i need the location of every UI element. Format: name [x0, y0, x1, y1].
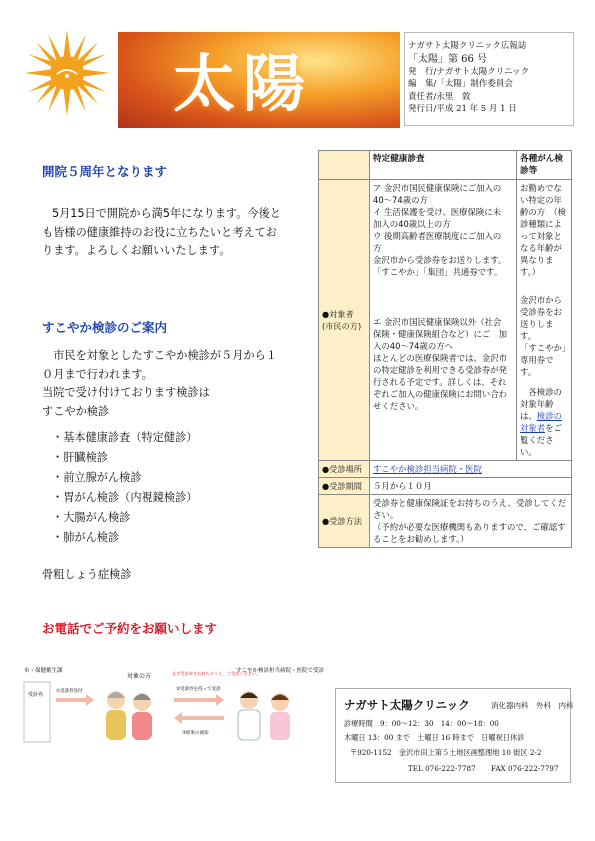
anniversary-heading: 開院５周年となります: [42, 164, 168, 179]
cancer-item: お勤めでない特定の年齢の方 （検診種類によって対象となる年齢が異なります。）: [520, 183, 567, 277]
arrow-icon: [174, 712, 224, 724]
cancer-item: 「すこやか」専用券です。: [520, 343, 567, 377]
masthead-line: 編 集/「太陽」制作委員会: [408, 79, 513, 89]
list-item: ・肝臓検診: [52, 451, 108, 464]
checkup-flow-illustration: [24, 662, 325, 748]
table-cell: [370, 461, 572, 478]
table-header-row: [319, 151, 572, 180]
masthead: [408, 40, 568, 116]
osteoporosis-checkup: 骨粗しょう症検診: [42, 568, 132, 581]
masthead-line: 発行日/平成 21 年 5 月 1 日: [408, 104, 517, 114]
table-row: [319, 461, 572, 478]
list-item: ・前立腺がん検診: [52, 471, 142, 484]
checkup-intro-line: 当院で受け付けております検診は: [42, 386, 210, 399]
arrow-icon: [174, 694, 224, 706]
hospital-link[interactable]: すこやか検診担当病院・医院: [373, 464, 482, 474]
target-item: 「すこやか」「集団」共通券です。: [373, 267, 503, 277]
clinic-fax: FAX 076-222-7797: [491, 764, 559, 773]
sun-logo: [24, 30, 110, 116]
masthead-line: 発 行/ナガサト太陽クリニック: [408, 66, 530, 77]
clinic-departments: 消化器内科 外科 内科: [491, 701, 574, 710]
list-item: ・胃がん検診（内視鏡検診）: [52, 491, 198, 504]
list-item: ・基本健康診査（特定健診）: [52, 431, 198, 444]
target-age-link[interactable]: 検診の対象者: [520, 411, 562, 433]
step2-label: ②受診券を持って受診: [176, 687, 221, 692]
column-header: 各種がん検診等: [517, 151, 572, 180]
city-office-box: [24, 682, 50, 742]
table-row: [319, 478, 572, 495]
column-header: 特定健康診査: [370, 151, 517, 180]
target-item: ほとんどの医療保険者では、金沢市の特定健診を利用できる受診券が発行される予定です。詳しくは、それぞれご加入の健康保険にお問い合わせください。: [373, 353, 507, 411]
row-label: ●受診場所: [319, 461, 370, 478]
checkup-intro-line: すこやか検診: [42, 404, 110, 418]
bring-ticket-note: 必ず受診券をお持ちのうえ、ご受診ください。: [172, 671, 261, 676]
checkup-info-table: [318, 150, 572, 548]
masthead-line: 責任者/永里 敦: [408, 91, 471, 102]
table-row: [319, 180, 572, 461]
table-cell: [370, 495, 572, 548]
clinic-address: 〒920-1152 金沢市田上第５土地区画整理地 10 街区 2-2: [350, 748, 542, 757]
list-item: ・肺がん検診: [52, 531, 120, 544]
doctor-nurse-icon: [238, 691, 290, 740]
row-label: ●受診方法: [319, 495, 370, 548]
method-text: 受診券と健康保険証をお持ちのうえ、受診してください。: [373, 498, 567, 520]
row-label: ●対象者 (市民の方): [319, 180, 370, 461]
hospital-label: すこやか検診担当病院・医院で受診: [236, 668, 325, 674]
title-banner: [118, 32, 400, 128]
ticket-label: 受診券: [28, 692, 44, 698]
masthead-line: ナガサト太陽クリニック広報誌: [408, 41, 527, 51]
cancer-item: 金沢市から受診券をお送りします。: [520, 295, 562, 341]
table-row: [319, 495, 572, 548]
row-label: ●受診期間: [319, 478, 370, 495]
list-item: ・大腸がん検診: [52, 511, 131, 524]
target-item: 金沢市から受診券をお送りします。: [373, 255, 507, 265]
arrow-icon: [56, 694, 94, 706]
phone-reservation-note: お電話でご予約をお願いします: [42, 621, 218, 636]
target-item: エ 金沢市国民健康保険以外（社会 保険・健康保険組合など）にご 加入の40〜74歳の方へ: [373, 317, 510, 351]
person-label: 対象の方: [127, 673, 152, 680]
target-specific-cell: [370, 180, 517, 461]
banner-title: 太陽: [173, 47, 314, 120]
clinic-closed-days: 木曜日 13：00 まで 土曜日 16 時まで 日曜祝日休診: [344, 733, 525, 742]
target-cancer-cell: [517, 180, 572, 461]
clinic-hours: 診療時間 9：00〜12：30 14：00〜18：00: [344, 719, 499, 728]
issue-number: 「太陽」第 66 号: [408, 53, 488, 65]
cancer-item: 各検診の対象年齢は、検診の対象者をご覧ください。: [520, 387, 562, 457]
checkup-heading: すこやか検診のご案内: [42, 320, 168, 335]
table-cell: ５月から１０月: [370, 478, 572, 495]
city-label: 市・保健衛生課: [24, 668, 63, 674]
clinic-tel: TEL 076-222-7787: [408, 764, 476, 773]
step3-label: ③結果の通知: [182, 731, 209, 736]
anniversary-text: 5月15日で開院から満5年になります。今後とも皆様の健康維持のお役に立ちたいと考えております。よろしくお願いいたします。: [42, 207, 281, 257]
clinic-info-box: [335, 688, 574, 783]
method-note: （予約が必要な医療機関もありますので、ご確認することをお勧めします。）: [373, 522, 566, 544]
target-item: ウ 後期高齢者医療制度にご加入の 方: [373, 231, 510, 253]
elderly-couple-icon: [106, 691, 152, 740]
checkup-intro: [42, 347, 287, 421]
checkup-list: [52, 428, 197, 548]
table-corner: [319, 151, 370, 180]
target-item: ア 金沢市国民健康保険にご加入の 40〜74歳の方: [373, 183, 510, 205]
target-item: イ 生活保護を受け、医療保険に未 加入の40歳以上の方: [373, 207, 510, 229]
clinic-name: ナガサト太陽クリニック: [344, 698, 470, 712]
step1-label: ①受診券送付: [56, 689, 83, 694]
checkup-intro-line: 市民を対象としたすこやか検診が５月から１０月まで行われます。: [42, 349, 277, 381]
